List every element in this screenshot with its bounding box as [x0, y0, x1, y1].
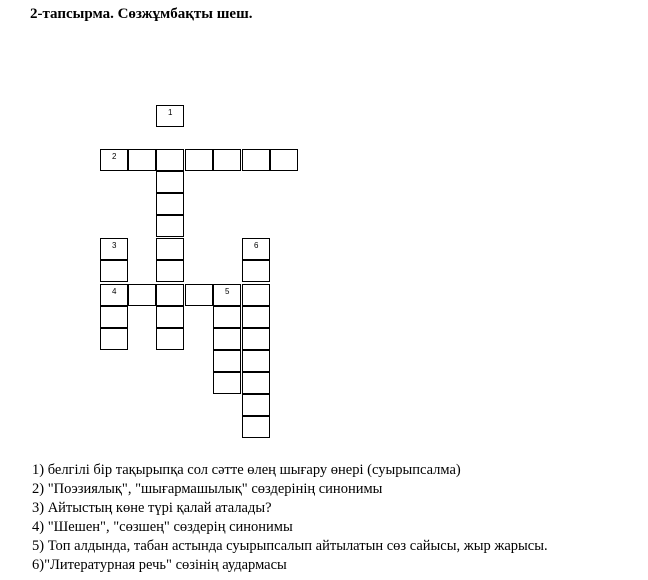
clue-2: 2) "Поэзиялық", "шығармашылық" сөздерінің синонимы	[32, 481, 383, 497]
crossword-cell	[100, 306, 128, 328]
task-title: 2-тапсырма. Сөзжұмбақты шеш.	[30, 6, 253, 22]
crossword-cell	[213, 350, 241, 372]
crossword-cell	[100, 260, 128, 282]
crossword-cell	[213, 149, 241, 171]
crossword-cell	[242, 394, 270, 416]
crossword-cell	[242, 260, 270, 282]
clue-number: 1	[168, 108, 173, 117]
clues-list	[32, 461, 548, 575]
clue-5: 5) Топ алдында, табан астында суырыпсалып айтылатын сөз сайысы, жыр жарысы.	[32, 538, 548, 554]
crossword-cell	[128, 149, 156, 171]
crossword-cell	[156, 306, 184, 328]
crossword-cell	[242, 306, 270, 328]
crossword-cell	[242, 350, 270, 372]
crossword-cell	[242, 372, 270, 394]
crossword-cell	[156, 149, 184, 171]
crossword-cell	[185, 284, 213, 306]
clue-number: 4	[112, 287, 117, 296]
crossword-cell	[100, 149, 128, 171]
crossword-cell	[156, 238, 184, 260]
crossword-cell	[213, 372, 241, 394]
clue-number: 5	[225, 287, 230, 296]
crossword-cell	[213, 284, 241, 306]
crossword-cell	[242, 149, 270, 171]
crossword-cell	[156, 260, 184, 282]
crossword-cell	[242, 328, 270, 350]
clue-3: 3) Айтыстың көне түрі қалай аталады?	[32, 500, 272, 516]
crossword-cell	[156, 215, 184, 237]
clue-6: 6)"Литературная речь" сөзінің аудармасы	[32, 557, 287, 573]
crossword-cell	[156, 284, 184, 306]
crossword-cell	[213, 328, 241, 350]
clue-4: 4) "Шешен", "сөзшең" сөздерің синонимы	[32, 519, 293, 535]
crossword-cell	[270, 149, 298, 171]
clue-number: 3	[112, 241, 117, 250]
crossword-cell	[156, 193, 184, 215]
crossword-cell	[185, 149, 213, 171]
crossword-cell	[242, 284, 270, 306]
clue-number: 6	[254, 241, 259, 250]
crossword-cell	[242, 238, 270, 260]
crossword-cell	[156, 105, 184, 127]
crossword-cell	[242, 416, 270, 438]
clue-number: 2	[112, 152, 117, 161]
crossword-cell	[213, 306, 241, 328]
crossword-cell	[100, 328, 128, 350]
crossword-cell	[156, 328, 184, 350]
crossword-cell	[100, 284, 128, 306]
crossword-cell	[100, 238, 128, 260]
crossword-cell	[156, 171, 184, 193]
clue-1: 1) белгілі бір тақырыпқа сол сәтте өлең шығару өнері (суырыпсалма)	[32, 462, 461, 478]
crossword-cell	[128, 284, 156, 306]
